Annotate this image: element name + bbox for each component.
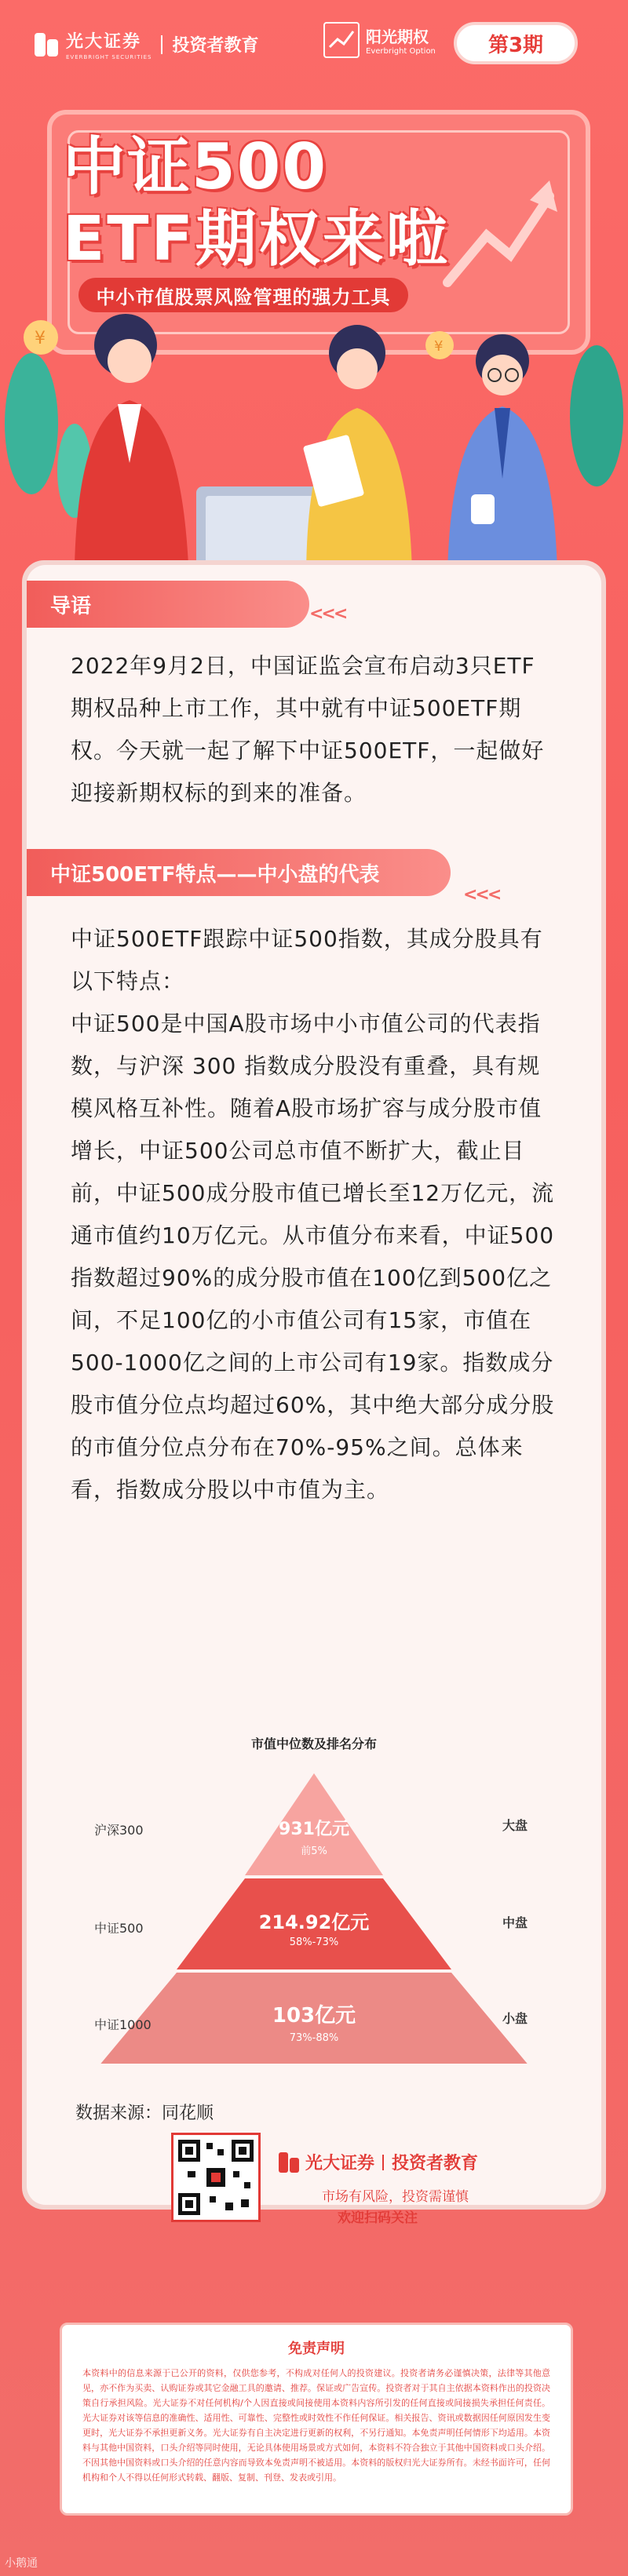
option-brand: 阳光期权 xyxy=(366,27,429,46)
section-heading: 中证500ETF特点——中小盘的代表 xyxy=(27,849,451,896)
disclaimer-text: 本资料中的信息来源于已公开的资料，仅供您参考，不构成对任何人的投资建议。投资者请务必谨慎决策，法律等其他意见，亦不作为买卖、认购证券或其它金融工具的邀请、推荐。保证或广告宣传。投资者对于其自主依据本资料作出的投资决策自行承担风险。光大证券不对任何机构/个人因直接或间接使用本资料内容所引发的任何直接或间接损失承担任何责任。光大证券对该等信息的准确性、适用性、可靠性、完整性或时效性不作任何保证。相关报告、资讯或数据因任何原因发生变更时，光大证券不承担更新义务。光大证券有自主决定进行更新的权利，不另行通知。本免责声明任何情形下均适用。本资料与其他中国资料，口头介绍等同时使用，无论具体使用场景或方式如何，本资料不符合独立于其他中国资料或口头介绍。不因其他中国资料或口头介绍的任意内容而导致本免责声明不被适用。本资料的版权归光大证券所有。未经书面许可，任何机构和个人不得以任何形式转载、翻版、复制、刊登、发表或引用。 xyxy=(82,2368,550,2483)
growth-arrow-icon xyxy=(440,173,565,298)
svg-text:¥: ¥ xyxy=(434,338,444,355)
hero xyxy=(0,86,628,588)
svg-text:¥: ¥ xyxy=(35,329,46,348)
brand-name-en: EVERBRIGHT SECURITIES xyxy=(66,54,152,60)
market-cap-pyramid xyxy=(78,1734,550,2064)
tier-value-1: 931亿元 xyxy=(279,1820,349,1839)
section-text: 中证500ETF跟踪中证500指数，其成分股具有以下特点： 中证500是中国A股市场中小市值公司的代表指数，与沪深 300 指数成分股没有重叠，具有规模风格互补性。随着A股市场扩容与成分股市值增长，中证500公司总市值不断扩大，截止目前，中证500成分股市值已增长至12万亿元，流通市值约10万亿元。从市值分布来看，中证500指数超过90%的成分股市值在100亿到500亿之间，不足100亿的小市值公司有15家，市值在500-1000亿之间的上市公司有19家。指数成分股市值分位点均超过60%，其中绝大部分成分股的市值分位点分布在70%-95%之间。总体来看，指数成分股以中市值为主。 xyxy=(71,926,555,1503)
footer-edu-label: 投资者教育 xyxy=(392,2154,479,2173)
hero-title-line1: 中证500 xyxy=(63,130,327,203)
trend-chart-icon xyxy=(323,22,360,58)
chevron-left-icon: <<< xyxy=(463,885,500,905)
footer-brand-name: 光大证券 xyxy=(305,2154,375,2173)
brand-logo-icon xyxy=(279,2152,299,2173)
tier-value-3: 103亿元 xyxy=(272,2004,356,2028)
tier-size-2: 中盘 xyxy=(502,1915,528,1930)
issue-badge: 第3期 xyxy=(454,22,578,64)
brand-logo-icon xyxy=(35,33,58,56)
qr-code[interactable] xyxy=(171,2133,261,2222)
hero-title-line2: ETF期权来啦 xyxy=(63,204,450,275)
tier-index-2: 中证500 xyxy=(94,1921,144,1936)
hero-subtitle: 中小市值股票风险管理的强力工具 xyxy=(78,278,408,312)
tier-range-3: 73%-88% xyxy=(289,2032,339,2044)
pyramid-title: 市值中位数及排名分布 xyxy=(250,1736,377,1751)
intro-text: 2022年9月2日，中国证监会宣布启动3只ETF期权品种上市工作，其中就有中证500ETF期权。今天就一起了解下中证500ETF，一起做好迎接新期权标的到来的准备。 xyxy=(71,653,545,806)
disclaimer-title: 免责声明 xyxy=(288,2341,345,2357)
option-logo xyxy=(323,22,436,58)
intro-heading: 导语 xyxy=(27,581,309,628)
risk-note: 市场有风险，投资需谨慎 xyxy=(322,2189,469,2205)
brand-name: 光大证券 xyxy=(66,32,142,52)
chevron-left-icon: <<< xyxy=(309,604,346,624)
tier-size-3: 小盘 xyxy=(502,2011,528,2026)
data-source: 数据来源：同花顺 xyxy=(75,2104,214,2123)
follow-prompt: 欢迎扫码关注 xyxy=(338,2210,418,2226)
team-illustration xyxy=(0,306,628,588)
disclaimer-box xyxy=(60,2323,573,2516)
brand-logo xyxy=(35,28,258,60)
tier-index-3: 中证1000 xyxy=(94,2017,152,2032)
tier-range-1: 前5% xyxy=(301,1845,327,1857)
edu-label: 投资者教育 xyxy=(172,36,259,56)
tier-value-2: 214.92亿元 xyxy=(258,1911,370,1933)
option-brand-en: Everbright Option xyxy=(366,47,436,56)
tier-range-2: 58%-73% xyxy=(289,1937,339,1948)
tier-index-1: 沪深300 xyxy=(94,1823,144,1838)
footer-brand-logo xyxy=(279,2150,478,2174)
logo-divider xyxy=(161,35,162,54)
tier-size-1: 大盘 xyxy=(502,1818,528,1833)
top-bar xyxy=(0,0,628,86)
watermark: 小鹅通 xyxy=(5,2557,38,2570)
